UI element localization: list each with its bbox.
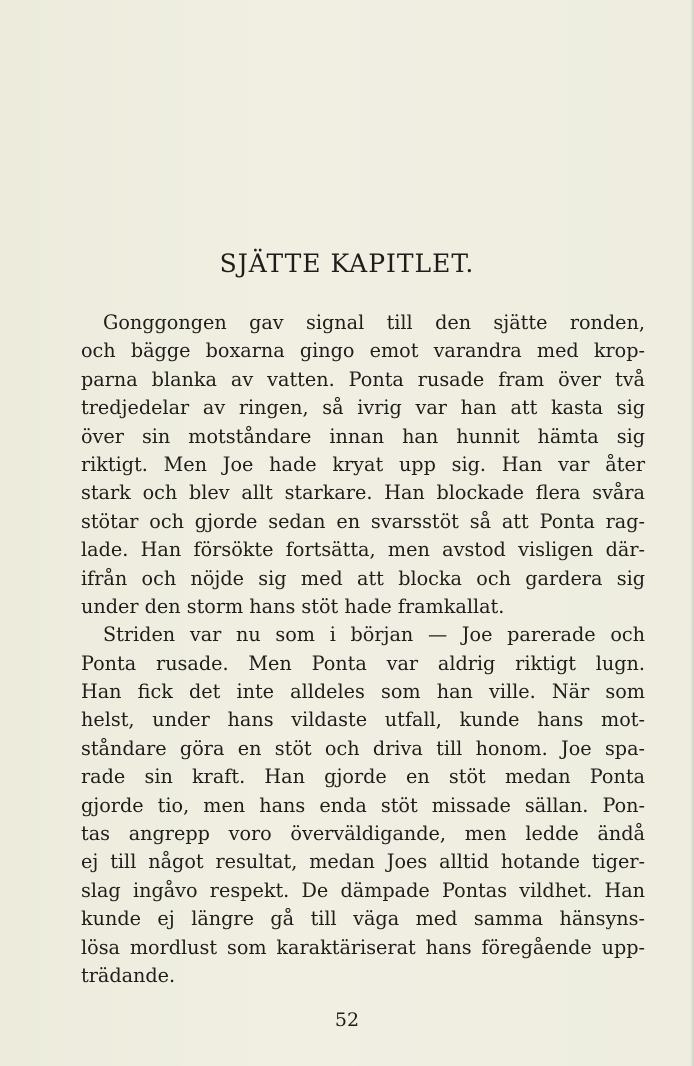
text-line: gjorde tio, men hans enda stöt missade sällan. Pon-: [81, 793, 645, 817]
text-line: lösa mordlust som karaktäriserat hans föregående upp-: [81, 935, 645, 959]
text-line: under den storm hans stöt hade framkallat.: [81, 594, 505, 618]
page-number: 52: [334, 1009, 360, 1031]
text-line: tas angrepp voro överväldigande, men ledde ändå: [81, 822, 645, 846]
text-line: kunde ej längre gå till väga med samma hänsyns-: [81, 907, 645, 931]
text-line: slag ingåvo respekt. De dämpade Pontas vildhet. Han: [81, 878, 645, 902]
text-line: Han fick det inte alldeles som han ville. När som: [81, 680, 645, 704]
text-line: tredjedelar av ringen, så ivrig var han att kasta sig: [81, 396, 645, 420]
text-line: ej till något resultat, medan Joes alltid hotande tiger-: [81, 850, 645, 874]
text-line: Striden var nu som i början — Joe parerade och: [103, 623, 645, 647]
text-line: stark och blev allt starkare. Han blockade flera svåra: [81, 481, 645, 505]
text-line: lade. Han försökte fortsätta, men avstod visligen där-: [81, 538, 645, 562]
text-line: Ponta rusade. Men Ponta var aldrig riktigt lugn.: [81, 651, 645, 675]
text-line: helst, under hans vildaste utfall, kunde hans mot-: [81, 708, 645, 732]
text-line: rade sin kraft. Han gjorde en stöt medan Ponta: [81, 765, 645, 789]
text-line: och bägge boxarna gingo emot varandra med krop-: [81, 339, 645, 363]
text-line: parna blanka av vatten. Ponta rusade fram över två: [81, 367, 645, 391]
text-line: ståndare göra en stöt och driva till honom. Joe spa-: [81, 736, 645, 760]
text-line: över sin motståndare innan han hunnit hämta sig: [81, 424, 645, 448]
text-line: Gonggongen gav signal till den sjätte ronden,: [103, 311, 645, 334]
text-line: stötar och gjorde sedan en svarsstöt så att Ponta rag-: [81, 509, 645, 533]
text-line: riktigt. Men Joe hade kryat upp sig. Han var åter: [81, 452, 645, 476]
text-line: trädande.: [81, 963, 176, 987]
text-line: ifrån och nöjde sig med att blocka och gardera sig: [81, 566, 645, 590]
chapter-body: [81, 309, 645, 990]
chapter-title: SJÄTTE KAPITLET.: [219, 249, 475, 278]
page-edge-shadow: [690, 0, 694, 1066]
